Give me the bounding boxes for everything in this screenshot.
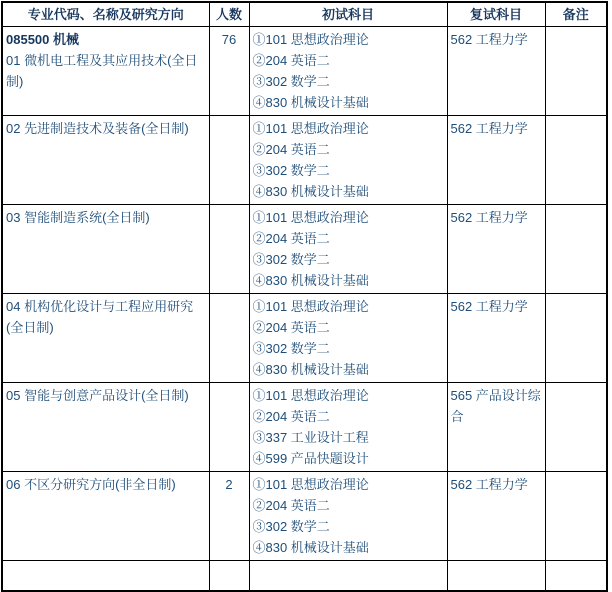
remark-cell — [545, 116, 607, 205]
program-cell — [2, 294, 209, 383]
retest-cell: 562 工程力学 — [447, 116, 545, 205]
research-direction: 01 微机电工程及其应用技术(全日制) — [6, 53, 198, 89]
count-cell — [209, 383, 249, 472]
header-remarks: 备注 — [545, 2, 607, 27]
subjects-cell — [249, 472, 447, 561]
subject-line: ④830 机械设计基础 — [252, 362, 369, 377]
subject-line: ④599 产品快题设计 — [252, 451, 369, 466]
retest-cell: 562 工程力学 — [447, 205, 545, 294]
research-direction: 03 智能制造系统(全日制) — [6, 210, 150, 225]
table-body — [2, 27, 607, 591]
count-cell — [209, 205, 249, 294]
remark-cell — [545, 205, 607, 294]
subject-line: ③302 数学二 — [252, 74, 330, 89]
subjects-cell — [249, 383, 447, 472]
header-initial-exam: 初试科目 — [249, 2, 447, 27]
clipped-next-row — [2, 561, 607, 591]
subject-line: ③337 工业设计工程 — [252, 430, 369, 445]
table-row — [2, 205, 607, 294]
clipped-cell — [249, 561, 447, 591]
subject-line: ②204 英语二 — [252, 498, 330, 513]
header-program: 专业代码、名称及研究方向 — [2, 2, 209, 27]
research-direction: 02 先进制造技术及装备(全日制) — [6, 121, 189, 136]
table-row — [2, 116, 607, 205]
research-direction: 06 不区分研究方向(非全日制) — [6, 477, 176, 492]
subject-line: ②204 英语二 — [252, 409, 330, 424]
subject-line: ②204 英语二 — [252, 231, 330, 246]
retest-cell: 565 产品设计综合 — [447, 383, 545, 472]
research-direction: 05 智能与创意产品设计(全日制) — [6, 388, 189, 403]
program-cell — [2, 116, 209, 205]
retest-cell: 562 工程力学 — [447, 472, 545, 561]
program-cell — [2, 383, 209, 472]
subject-line: ①101 思想政治理论 — [252, 32, 369, 47]
table-row — [2, 383, 607, 472]
subject-line: ①101 思想政治理论 — [252, 477, 369, 492]
subjects-cell — [249, 27, 447, 116]
count-cell — [209, 294, 249, 383]
remark-cell — [545, 294, 607, 383]
remark-cell — [545, 472, 607, 561]
subject-line: ②204 英语二 — [252, 53, 330, 68]
count-cell — [209, 116, 249, 205]
clipped-cell — [447, 561, 545, 591]
subject-line: ④830 机械设计基础 — [252, 184, 369, 199]
subject-line: ②204 英语二 — [252, 142, 330, 157]
remark-cell — [545, 27, 607, 116]
header-row — [2, 2, 607, 27]
program-cell — [2, 27, 209, 116]
count-cell: 76 — [209, 27, 249, 116]
subject-line: ④830 机械设计基础 — [252, 273, 369, 288]
program-cell — [2, 472, 209, 561]
subjects-cell — [249, 205, 447, 294]
table-row — [2, 27, 607, 116]
program-cell — [2, 205, 209, 294]
subject-line: ③302 数学二 — [252, 163, 330, 178]
subject-line: ①101 思想政治理论 — [252, 388, 369, 403]
research-direction: 04 机构优化设计与工程应用研究(全日制) — [6, 299, 194, 335]
retest-cell: 562 工程力学 — [447, 294, 545, 383]
table-row — [2, 472, 607, 561]
subject-line: ①101 思想政治理论 — [252, 121, 369, 136]
count-cell: 2 — [209, 472, 249, 561]
clipped-cell — [2, 561, 209, 591]
subject-line: ①101 思想政治理论 — [252, 210, 369, 225]
subject-line: ③302 数学二 — [252, 252, 330, 267]
retest-cell: 562 工程力学 — [447, 27, 545, 116]
admissions-table — [1, 1, 608, 592]
subject-line: ③302 数学二 — [252, 519, 330, 534]
clipped-cell — [209, 561, 249, 591]
table-row — [2, 294, 607, 383]
subject-line: ④830 机械设计基础 — [252, 95, 369, 110]
remark-cell — [545, 383, 607, 472]
subject-line: ①101 思想政治理论 — [252, 299, 369, 314]
header-count: 人数 — [209, 2, 249, 27]
subjects-cell — [249, 294, 447, 383]
subjects-cell — [249, 116, 447, 205]
subject-line: ④830 机械设计基础 — [252, 540, 369, 555]
subject-line: ②204 英语二 — [252, 320, 330, 335]
program-code: 085500 机械 — [6, 32, 79, 47]
subject-line: ③302 数学二 — [252, 341, 330, 356]
clipped-cell — [545, 561, 607, 591]
header-retest: 复试科目 — [447, 2, 545, 27]
